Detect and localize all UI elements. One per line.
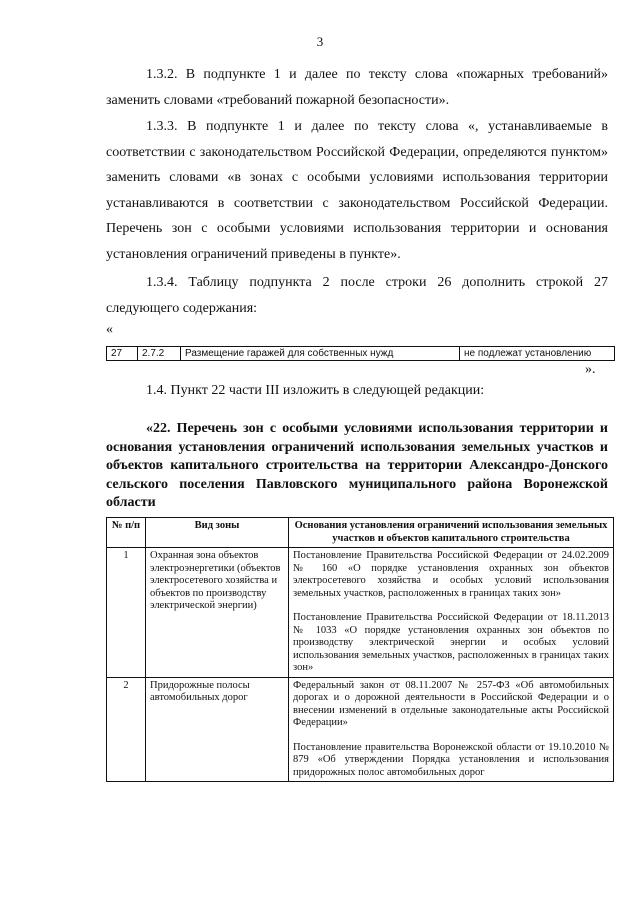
basis-document: Постановление Правительства Российской Федерации от 18.11.2013 № 1033 «О порядке установления охранных зон объектов по производству электрической энергии и особых условий использования земельных участков, расположенных в границах таких зон»	[293, 612, 609, 673]
section-title: Перечень зон с особыми условиями использования территории и основания установления ограничений использования земельных участков и объектов капитального строительства на территории Александро-Донского сельского поселения Павловского муниципального района Воронежской области	[106, 421, 608, 510]
value-cell: не подлежат установлению	[460, 347, 615, 361]
row-number: 1	[107, 548, 146, 678]
opening-quote: «	[106, 322, 113, 337]
basis-cell	[289, 677, 614, 782]
paragraph-1-4: 1.4. Пункт 22 части III изложить в следующей редакции:	[146, 383, 485, 398]
zone-type: Придорожные полосы автомобильных дорог	[146, 677, 289, 782]
closing-quote: ».	[585, 362, 596, 377]
zones-table	[106, 517, 614, 782]
basis-document: Федеральный закон от 08.11.2007 № 257-ФЗ «Об автомобильных дорогах и о дорожной деятельности в Российской Федерации и о внесении изменений в отдельные законодательные акты Российской Федерации»	[293, 679, 609, 728]
inserted-row-table	[106, 346, 615, 361]
paragraph-1-3-3: 1.3.3. В подпункте 1 и далее по тексту слова «, устанавливаемые в соответствии с законодательством Российской Федерации, определяются пунктом» заменить словами «в зонах с особыми условиями использования территории устанавливаются в соответствии с законодательством Российской Федерации. Перечень зон с особыми условиями использования территории и основания установления ограничений приведены в пункте».	[106, 119, 608, 262]
table-row	[107, 548, 614, 678]
header-zone-type: Вид зоны	[146, 518, 289, 548]
header-number: № п/п	[107, 518, 146, 548]
header-basis: Основания установления ограничений использования земельных участков и объектов капитального строительства	[289, 518, 614, 548]
code-cell: 2.7.2	[138, 347, 181, 361]
name-cell: Размещение гаражей для собственных нужд	[181, 347, 460, 361]
paragraph-1-3-2: 1.3.2. В подпункте 1 и далее по тексту слова «пожарных требований» заменить словами «требований пожарной безопасности».	[106, 67, 608, 108]
zone-type: Охранная зона объектов электроэнергетики (объектов электросетевого хозяйства и объектов по производству электрической энергии)	[146, 548, 289, 678]
row-number: 2	[107, 677, 146, 782]
table-header-row	[107, 518, 614, 548]
paragraph-1-3-4: 1.3.4. Таблицу подпункта 2 после строки 26 дополнить строкой 27 следующего содержания:	[106, 275, 608, 316]
table-row	[107, 347, 615, 361]
section-heading	[106, 420, 608, 513]
basis-cell	[289, 548, 614, 678]
page-number: 3	[316, 34, 324, 49]
basis-document: Постановление Правительства Российской Федерации от 24.02.2009 № 160 «О порядке установления охранных зон объектов электросетевого хозяйства и особых условий использования земельных участков, расположенных в границах таких зон»	[293, 550, 609, 599]
table-row	[107, 677, 614, 782]
section-number: «22.	[146, 421, 171, 436]
row-number-cell: 27	[107, 347, 138, 361]
basis-document: Постановление правительства Воронежской области от 19.10.2010 № 879 «Об утверждении Порядка установления и использования придорожных полос автомобильных дорог	[293, 741, 609, 778]
